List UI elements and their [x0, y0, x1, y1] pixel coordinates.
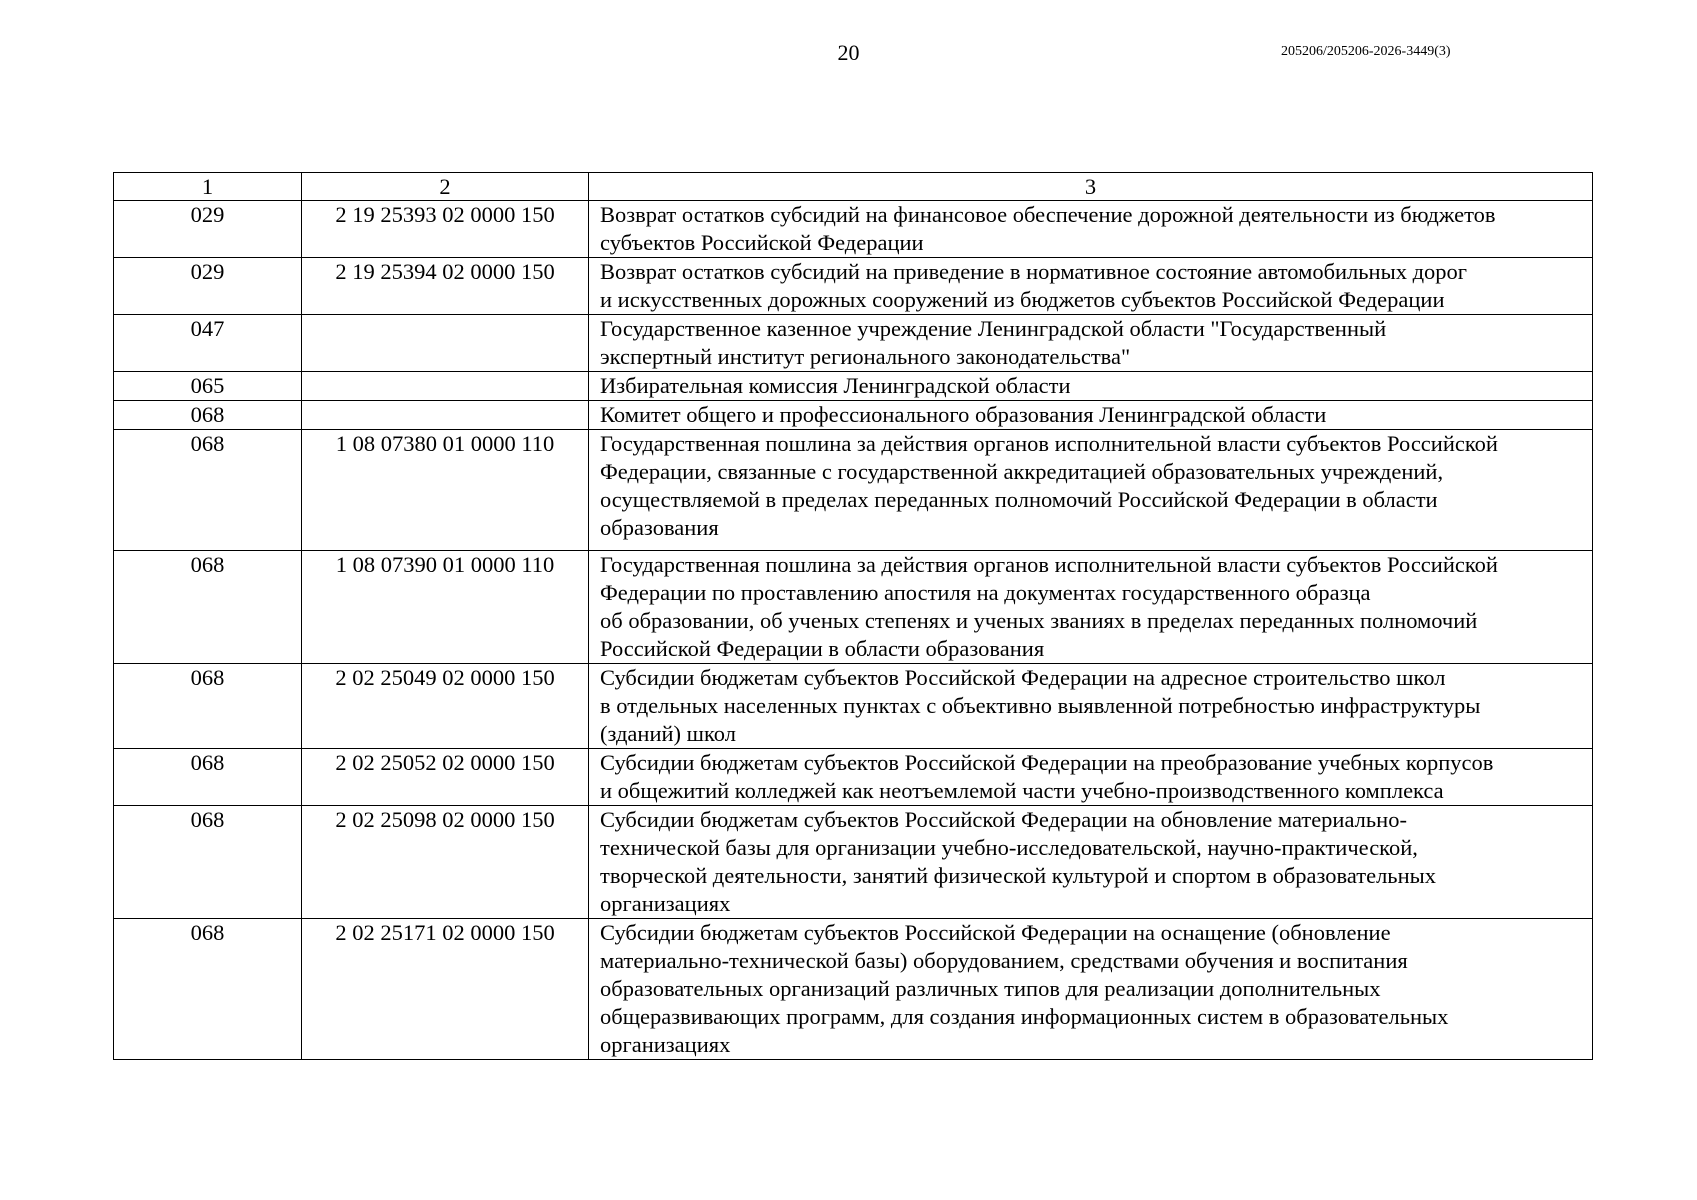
- description-line: субъектов Российской Федерации: [600, 230, 924, 255]
- description-line: и общежитий колледжей как неотъемлемой части учебно-производственного комплекса: [600, 778, 1444, 803]
- table-row: [114, 806, 1593, 919]
- description-line: образовательных организаций различных типов для реализации дополнительных: [600, 976, 1381, 1001]
- description-line: осуществляемой в пределах переданных полномочий Российской Федерации в области: [600, 487, 1438, 512]
- budget-codes-table: [113, 172, 1593, 1060]
- table-row: [114, 201, 1593, 258]
- revenue-code-cell: [302, 372, 589, 401]
- admin-code-cell: 065: [114, 372, 302, 401]
- revenue-code-cell: 2 02 25049 02 0000 150: [302, 664, 589, 749]
- description-line: Российской Федерации в области образования: [600, 636, 1045, 661]
- description-cell: [589, 401, 1593, 430]
- table-row: [114, 401, 1593, 430]
- column-header-3: 3: [589, 173, 1593, 201]
- revenue-code-cell: 1 08 07390 01 0000 110: [302, 551, 589, 664]
- description-cell: [589, 551, 1593, 664]
- column-header-1: 1: [114, 173, 302, 201]
- admin-code-cell: 029: [114, 258, 302, 315]
- admin-code-cell: 047: [114, 315, 302, 372]
- revenue-code-cell: [302, 315, 589, 372]
- description-line: Комитет общего и профессионального образования Ленинградской области: [600, 402, 1327, 427]
- description-line: общеразвивающих программ, для создания информационных систем в образовательных: [600, 1004, 1449, 1029]
- description-line: Государственное казенное учреждение Ленинградской области "Государственный: [600, 316, 1387, 341]
- description-line: творческой деятельности, занятий физической культурой и спортом в образовательных: [600, 863, 1436, 888]
- table-body: [114, 201, 1593, 1060]
- revenue-code-cell: 2 19 25394 02 0000 150: [302, 258, 589, 315]
- description-line: образования: [600, 515, 719, 540]
- table-row: [114, 664, 1593, 749]
- revenue-code-cell: 2 02 25171 02 0000 150: [302, 919, 589, 1060]
- admin-code-cell: 068: [114, 401, 302, 430]
- description-line: (зданий) школ: [600, 721, 736, 746]
- description-line: Субсидии бюджетам субъектов Российской Федерации на преобразование учебных корпусов: [600, 750, 1494, 775]
- description-cell: [589, 201, 1593, 258]
- description-line: Избирательная комиссия Ленинградской области: [600, 373, 1071, 398]
- description-line: Субсидии бюджетам субъектов Российской Федерации на адресное строительство школ: [600, 665, 1446, 690]
- description-line: экспертный институт регионального законодательства": [600, 344, 1131, 369]
- description-cell: [589, 258, 1593, 315]
- table-row: [114, 919, 1593, 1060]
- description-line: Федерации по проставлению апостиля на документах государственного образца: [600, 580, 1371, 605]
- table-row: [114, 315, 1593, 372]
- admin-code-cell: 068: [114, 664, 302, 749]
- revenue-code-cell: [302, 401, 589, 430]
- column-header-2: 2: [302, 173, 589, 201]
- table-row: [114, 430, 1593, 551]
- page-number: 20: [837, 40, 860, 65]
- description-line: технической базы для организации учебно-исследовательской, научно-практической,: [600, 835, 1418, 860]
- document-id: 205206/205206-2026-3449(3): [1281, 44, 1451, 59]
- description-line: материально-технической базы) оборудованием, средствами обучения и воспитания: [600, 948, 1408, 973]
- admin-code-cell: 068: [114, 551, 302, 664]
- description-line: Возврат остатков субсидий на приведение в нормативное состояние автомобильных дорог: [600, 259, 1468, 284]
- description-line: Субсидии бюджетам субъектов Российской Федерации на оснащение (обновление: [600, 920, 1391, 945]
- description-line: организациях: [600, 891, 731, 916]
- description-line: Субсидии бюджетам субъектов Российской Федерации на обновление материально-: [600, 807, 1407, 832]
- table-header-row: [114, 173, 1593, 201]
- revenue-code-cell: 2 02 25052 02 0000 150: [302, 749, 589, 806]
- description-line: организациях: [600, 1032, 731, 1057]
- description-cell: [589, 372, 1593, 401]
- table-row: [114, 749, 1593, 806]
- description-cell: [589, 664, 1593, 749]
- table-row: [114, 258, 1593, 315]
- admin-code-cell: 068: [114, 430, 302, 551]
- description-cell: [589, 315, 1593, 372]
- admin-code-cell: 068: [114, 919, 302, 1060]
- description-line: Федерации, связанные с государственной аккредитацией образовательных учреждений,: [600, 459, 1444, 484]
- admin-code-cell: 068: [114, 749, 302, 806]
- description-line: Государственная пошлина за действия органов исполнительной власти субъектов Российской: [600, 552, 1498, 577]
- revenue-code-cell: 2 19 25393 02 0000 150: [302, 201, 589, 258]
- table-row: [114, 372, 1593, 401]
- revenue-code-cell: 1 08 07380 01 0000 110: [302, 430, 589, 551]
- table-row: [114, 551, 1593, 664]
- description-cell: [589, 806, 1593, 919]
- description-line: в отдельных населенных пунктах с объективно выявленной потребностью инфраструктуры: [600, 693, 1481, 718]
- admin-code-cell: 068: [114, 806, 302, 919]
- admin-code-cell: 029: [114, 201, 302, 258]
- description-line: об образовании, об ученых степенях и ученых званиях в пределах переданных полномочий: [600, 608, 1478, 633]
- description-line: и искусственных дорожных сооружений из бюджетов субъектов Российской Федерации: [600, 287, 1445, 312]
- description-cell: [589, 919, 1593, 1060]
- revenue-code-cell: 2 02 25098 02 0000 150: [302, 806, 589, 919]
- description-line: Государственная пошлина за действия органов исполнительной власти субъектов Российской: [600, 431, 1498, 456]
- description-line: Возврат остатков субсидий на финансовое обеспечение дорожной деятельности из бюджетов: [600, 202, 1496, 227]
- description-cell: [589, 430, 1593, 551]
- description-cell: [589, 749, 1593, 806]
